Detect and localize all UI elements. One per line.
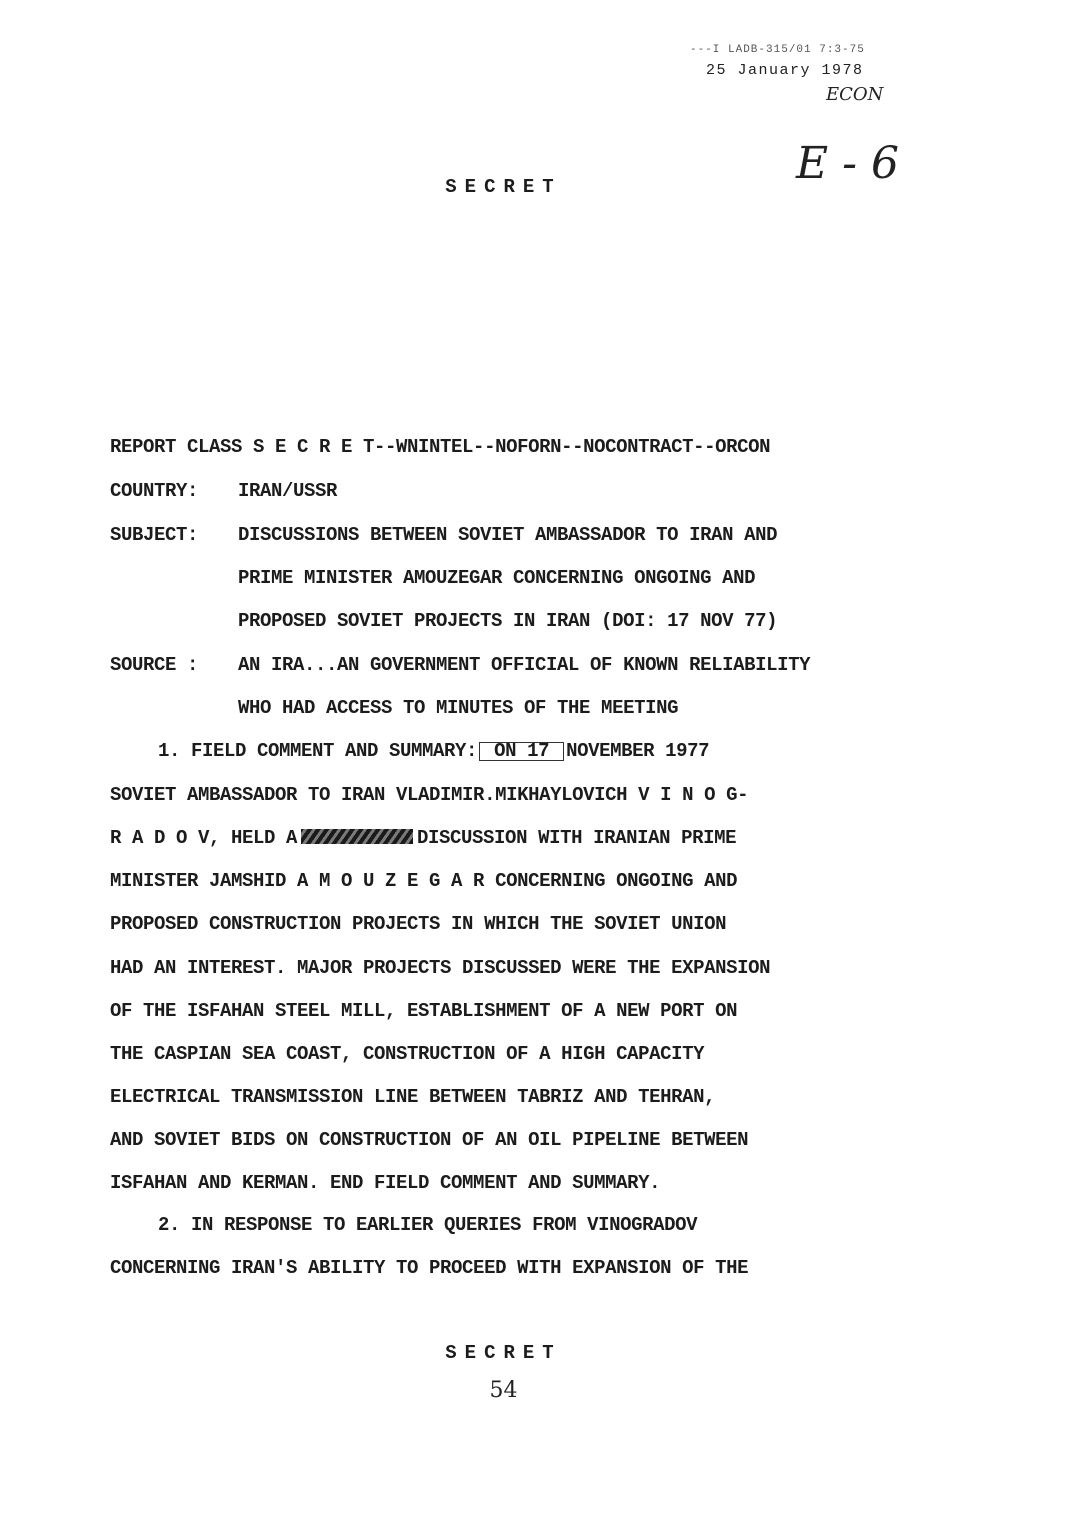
handwritten-code-note: E - 6 xyxy=(796,138,899,189)
boxed-date-insert: ON 17 xyxy=(479,742,564,761)
paragraph-1-line: PROPOSED CONSTRUCTION PROJECTS IN WHICH THE SOVIET UNION xyxy=(110,913,727,935)
source-label: SOURCE : xyxy=(110,654,199,676)
subject-line: PRIME MINISTER AMOUZEGAR CONCERNING ONGOING AND xyxy=(238,567,756,589)
redacted-line-end: DISCUSSION WITH IRANIAN PRIME xyxy=(417,827,737,849)
classification-header: SECRET xyxy=(445,176,562,198)
paragraph-1-line xyxy=(158,740,709,762)
source-line: AN IRA...AN GOVERNMENT OFFICIAL OF KNOWN RELIABILITY xyxy=(238,654,811,676)
cover-number: ---I LADB-315/01 7:3-75 xyxy=(690,44,865,54)
subject-line: PROPOSED SOVIET PROJECTS IN IRAN (DOI: 17 NOV 77) xyxy=(238,610,778,632)
paragraph-1-line: AND SOVIET BIDS ON CONSTRUCTION OF AN OIL PIPELINE BETWEEN xyxy=(110,1129,749,1151)
redaction-mark xyxy=(301,829,413,844)
redacted-line-start: R A D O V, HELD A xyxy=(110,827,298,849)
paragraph-2-line: CONCERNING IRAN'S ABILITY TO PROCEED WITH EXPANSION OF THE xyxy=(110,1257,749,1279)
subject-line: DISCUSSIONS BETWEEN SOVIET AMBASSADOR TO IRAN AND xyxy=(238,524,778,546)
classification-footer: SECRET xyxy=(445,1342,562,1364)
paragraph-1-line: OF THE ISFAHAN STEEL MILL, ESTABLISHMENT OF A NEW PORT ON xyxy=(110,1000,738,1022)
paragraph-1-line xyxy=(110,827,736,849)
paragraph-1-line: MINISTER JAMSHID A M O U Z E G A R CONCERNING ONGOING AND xyxy=(110,870,738,892)
country-row xyxy=(110,480,337,502)
paragraph-2-line: 2. IN RESPONSE TO EARLIER QUERIES FROM VINOGRADOV xyxy=(158,1214,698,1236)
country-value: IRAN/USSR xyxy=(238,480,338,502)
subject-row xyxy=(110,524,777,546)
document-date: 25 January 1978 xyxy=(706,62,864,79)
country-label: COUNTRY: xyxy=(110,480,199,502)
source-row xyxy=(110,654,810,676)
subject-label: SUBJECT: xyxy=(110,524,199,546)
source-line: WHO HAD ACCESS TO MINUTES OF THE MEETING xyxy=(238,697,679,719)
paragraph-1-line: HAD AN INTEREST. MAJOR PROJECTS DISCUSSED WERE THE EXPANSION xyxy=(110,957,771,979)
paragraph-1-line: SOVIET AMBASSADOR TO IRAN VLADIMIR.MIKHAYLOVICH V I N O G- xyxy=(110,784,749,806)
handwritten-econ-note: ECON xyxy=(826,84,884,105)
paragraph-1-line: ISFAHAN AND KERMAN. END FIELD COMMENT AND SUMMARY. xyxy=(110,1172,661,1194)
field-comment-intro: 1. FIELD COMMENT AND SUMMARY: xyxy=(158,740,478,762)
paragraph-1-line: THE CASPIAN SEA COAST, CONSTRUCTION OF A HIGH CAPACITY xyxy=(110,1043,705,1065)
paragraph-1-line: ELECTRICAL TRANSMISSION LINE BETWEEN TABRIZ AND TEHRAN, xyxy=(110,1086,716,1108)
report-class-line: REPORT CLASS S E C R E T--WNINTEL--NOFORN--NOCONTRACT--ORCON xyxy=(110,436,771,458)
field-comment-date: NOVEMBER 1977 xyxy=(566,740,710,762)
page-number: 54 xyxy=(489,1378,518,1403)
